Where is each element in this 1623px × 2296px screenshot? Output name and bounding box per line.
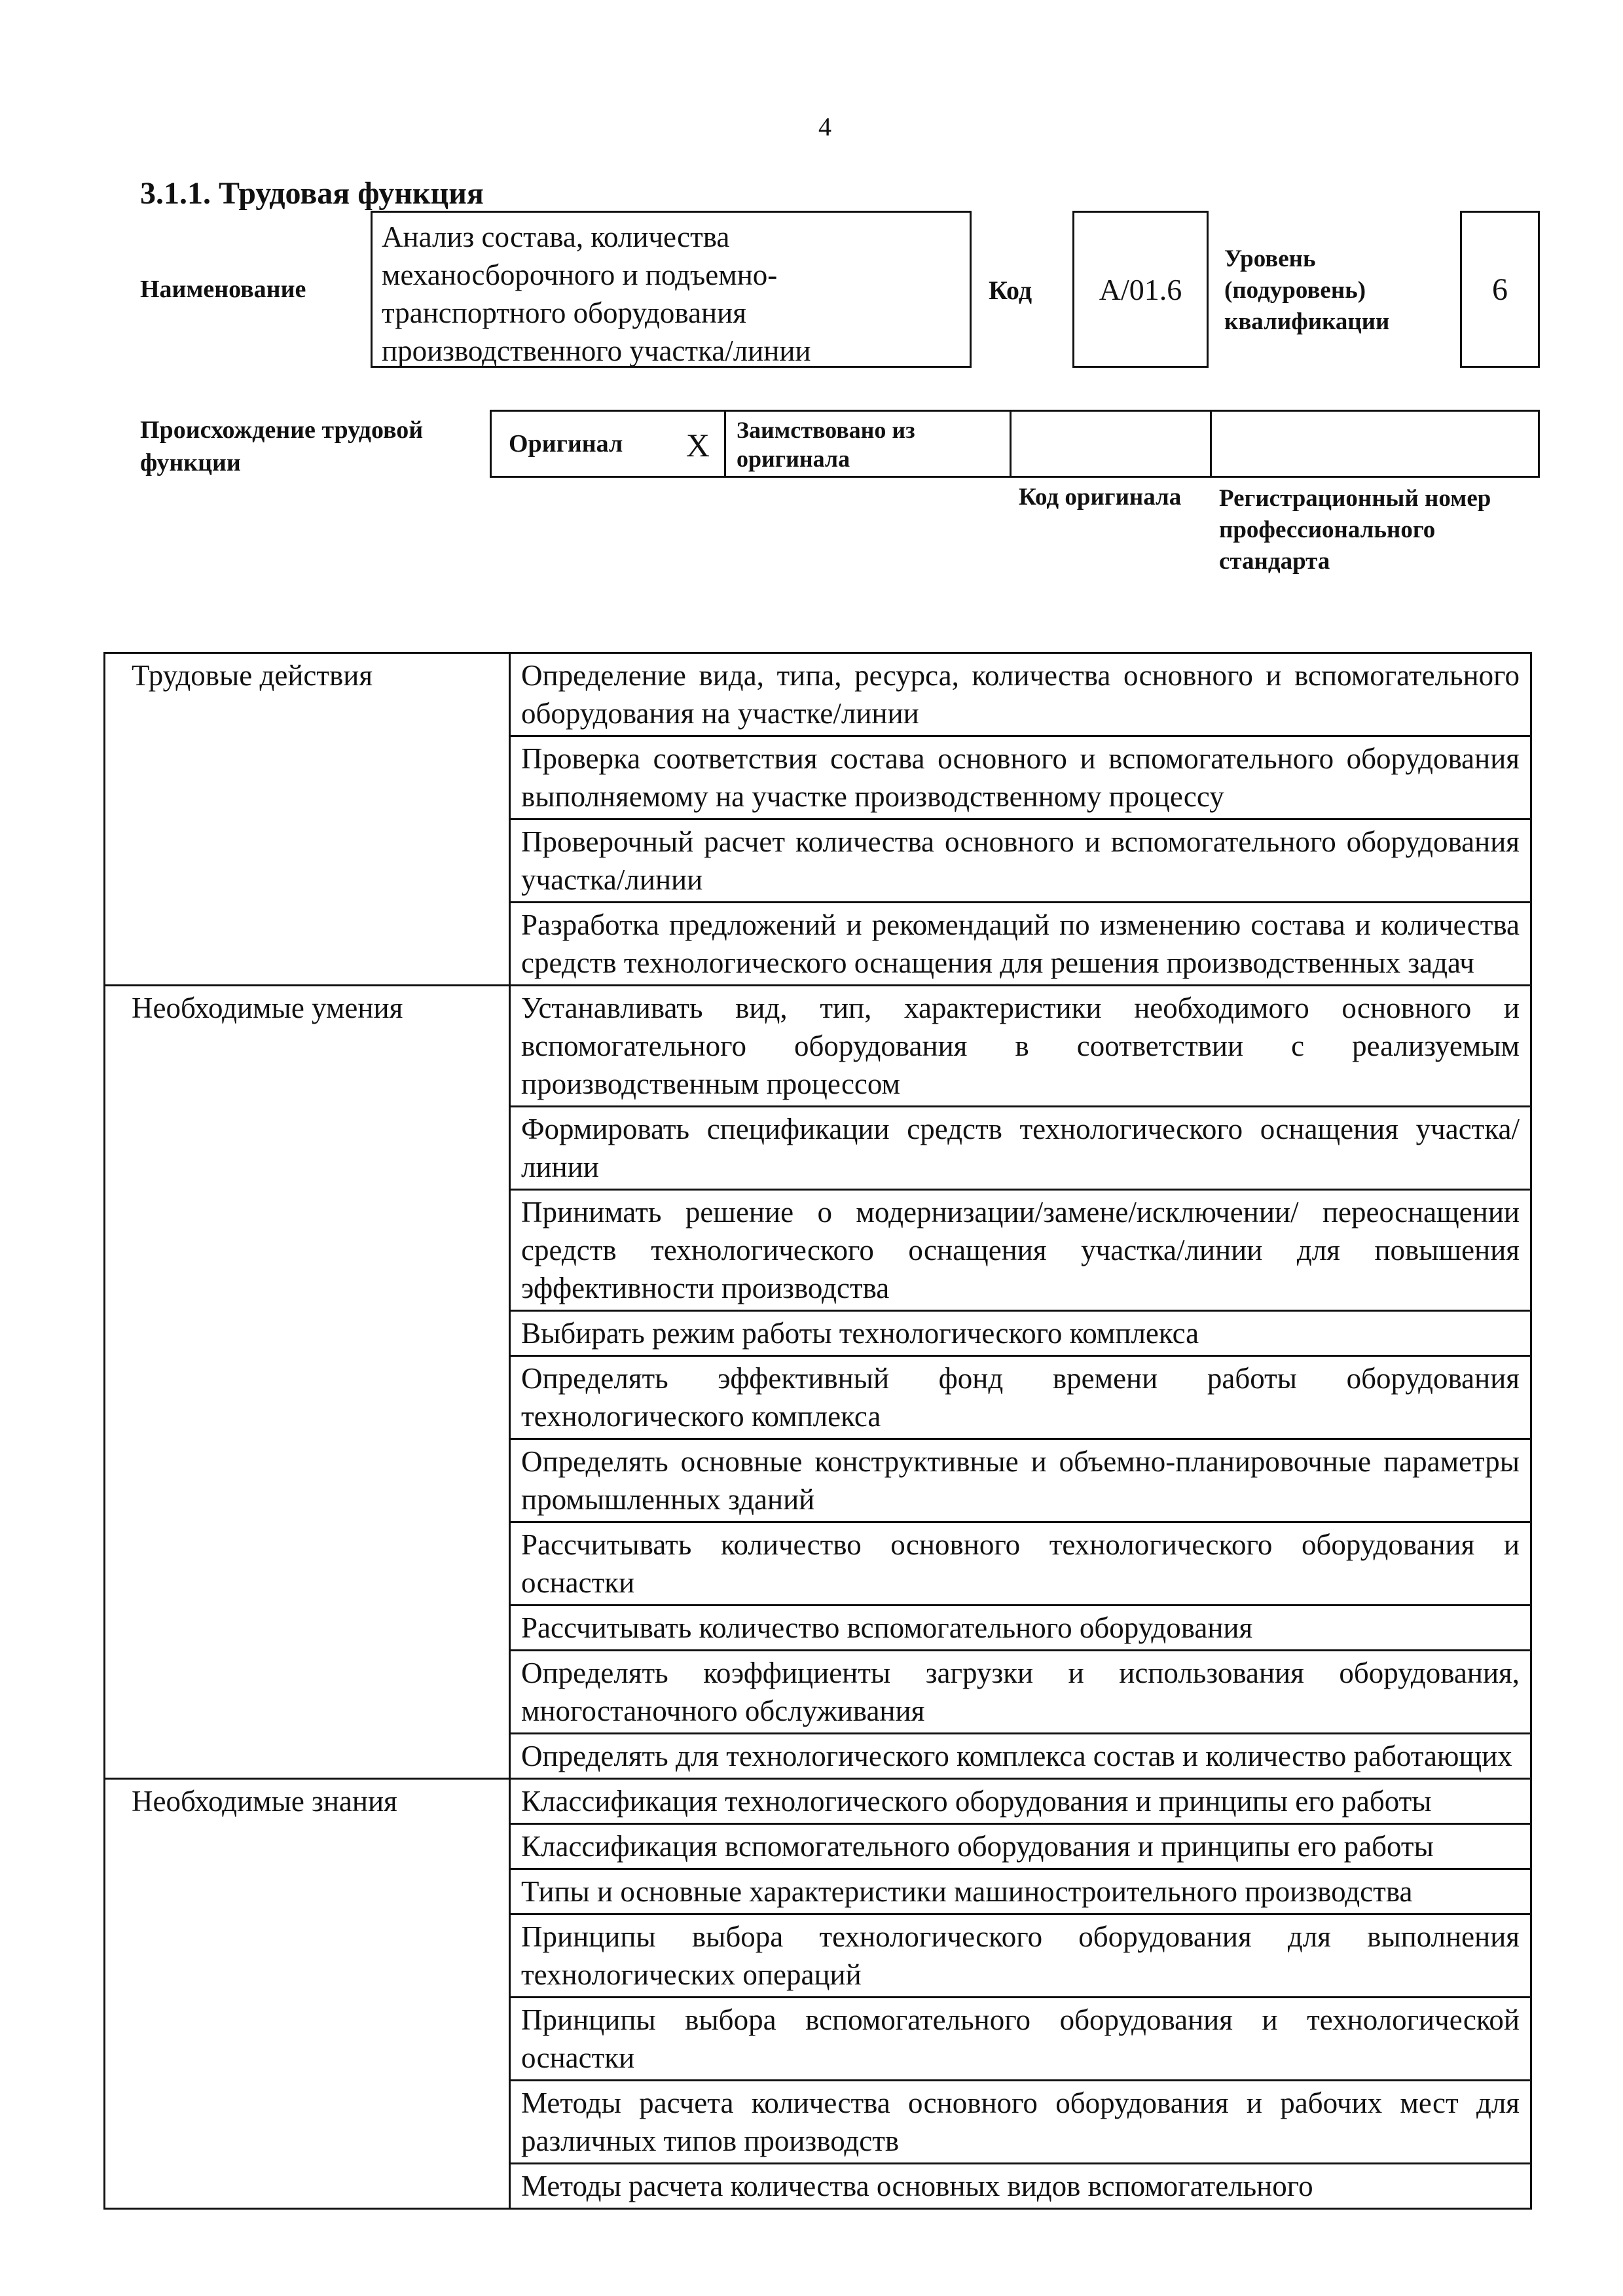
knowledge-item: Методы расчета количества основного оборудования и рабочих мест для различных типов производств: [510, 2081, 1531, 2164]
skill-item: Устанавливать вид, тип, характеристики необходимого основного и вспомогательного оборудования в соответствии с реализуемым производственным процессом: [510, 986, 1531, 1107]
origin-row: [490, 410, 1540, 478]
origin-original-mark: X: [685, 427, 710, 463]
skill-item: Формировать спецификации средств технологического оснащения участка/линии: [510, 1107, 1531, 1190]
qualification-level-field: 6: [1460, 211, 1540, 368]
action-item: Проверка соответствия состава основного и вспомогательного оборудования выполняемому на участке производственному процессу: [510, 736, 1531, 819]
origin-label-line-1: Происхождение трудовой: [140, 416, 424, 444]
skill-item: Определять эффективный фонд времени работы оборудования технологического комплекса: [510, 1356, 1531, 1439]
knowledge-item: Принципы выбора вспомогательного оборудования и технологической оснастки: [510, 1998, 1531, 2081]
actions-label: Трудовые действия: [105, 653, 510, 986]
skill-item: Определять основные конструктивные и объемно-планировочные параметры промышленных зданий: [510, 1439, 1531, 1522]
borrowed-line-1: Заимствовано из: [737, 417, 915, 443]
name-label: Наименование: [140, 276, 306, 303]
knowledge-item: Методы расчета количества основных видов вспомогательного: [510, 2164, 1531, 2209]
origin-borrowed-cell: [726, 412, 1012, 476]
borrowed-line-2: оригинала: [737, 446, 850, 472]
skill-item: Принимать решение о модернизации/замене/исключении/ переоснащении средств технологического оснащения участка/линии для повышения эффективности производства: [510, 1190, 1531, 1311]
action-item: Определение вида, типа, ресурса, количества основного и вспомогательного оборудования на участке/линии: [510, 653, 1531, 736]
table-row: [105, 986, 1531, 1107]
skills-label: Необходимые умения: [105, 986, 510, 1779]
page-number: 4: [818, 112, 831, 141]
level-label-line-1: Уровень: [1224, 245, 1316, 272]
code-label: Код: [989, 276, 1032, 305]
knowledge-item: Классификация технологического оборудования и принципы его работы: [510, 1779, 1531, 1824]
origin-code-cell: [1012, 412, 1212, 476]
code-original-label: Код оригинала: [1019, 484, 1182, 511]
table-row: [105, 653, 1531, 736]
knowledge-item: Типы и основные характеристики машиностроительного производства: [510, 1869, 1531, 1914]
action-item: Разработка предложений и рекомендаций по изменению состава и количества средств технологического оснащения для решения производственных задач: [510, 903, 1531, 986]
skill-item: Определять коэффициенты загрузки и использования оборудования, многостаночного обслуживания: [510, 1651, 1531, 1734]
level-label-line-3: квалификации: [1224, 308, 1390, 335]
origin-label-line-2: функции: [140, 449, 241, 476]
reg-number-label: [1219, 483, 1491, 577]
origin-label: [140, 414, 423, 479]
function-name-field: Анализ состава, количества механосборочного и подъемно-транспортного оборудования производственного участка/линии: [371, 211, 972, 368]
function-details-table: [103, 652, 1532, 2210]
skill-item: Рассчитывать количество вспомогательного оборудования: [510, 1605, 1531, 1651]
reg-label-line-3: стандарта: [1219, 548, 1330, 575]
knowledge-item: Классификация вспомогательного оборудования и принципы его работы: [510, 1824, 1531, 1869]
knowledge-label: Необходимые знания: [105, 1779, 510, 2209]
function-code-field: A/01.6: [1072, 211, 1209, 368]
qualification-level-label: [1224, 243, 1389, 338]
skill-item: Выбирать режим работы технологического комплекса: [510, 1311, 1531, 1356]
section-title: 3.1.1. Трудовая функция: [140, 176, 484, 211]
reg-label-line-1: Регистрационный номер: [1219, 485, 1491, 512]
level-label-line-2: (подуровень): [1224, 277, 1366, 304]
table-row: [105, 1779, 1531, 1824]
knowledge-item: Принципы выбора технологического оборудования для выполнения технологических операций: [510, 1914, 1531, 1998]
origin-reg-number-cell: [1212, 412, 1538, 476]
reg-label-line-2: профессионального: [1219, 516, 1436, 543]
skill-item: Определять для технологического комплекса состав и количество работающих: [510, 1734, 1531, 1779]
origin-original-label: Оригинал: [509, 430, 623, 457]
origin-original-cell: [492, 412, 726, 476]
skill-item: Рассчитывать количество основного технологического оборудования и оснастки: [510, 1522, 1531, 1605]
action-item: Проверочный расчет количества основного и вспомогательного оборудования участка/линии: [510, 819, 1531, 903]
